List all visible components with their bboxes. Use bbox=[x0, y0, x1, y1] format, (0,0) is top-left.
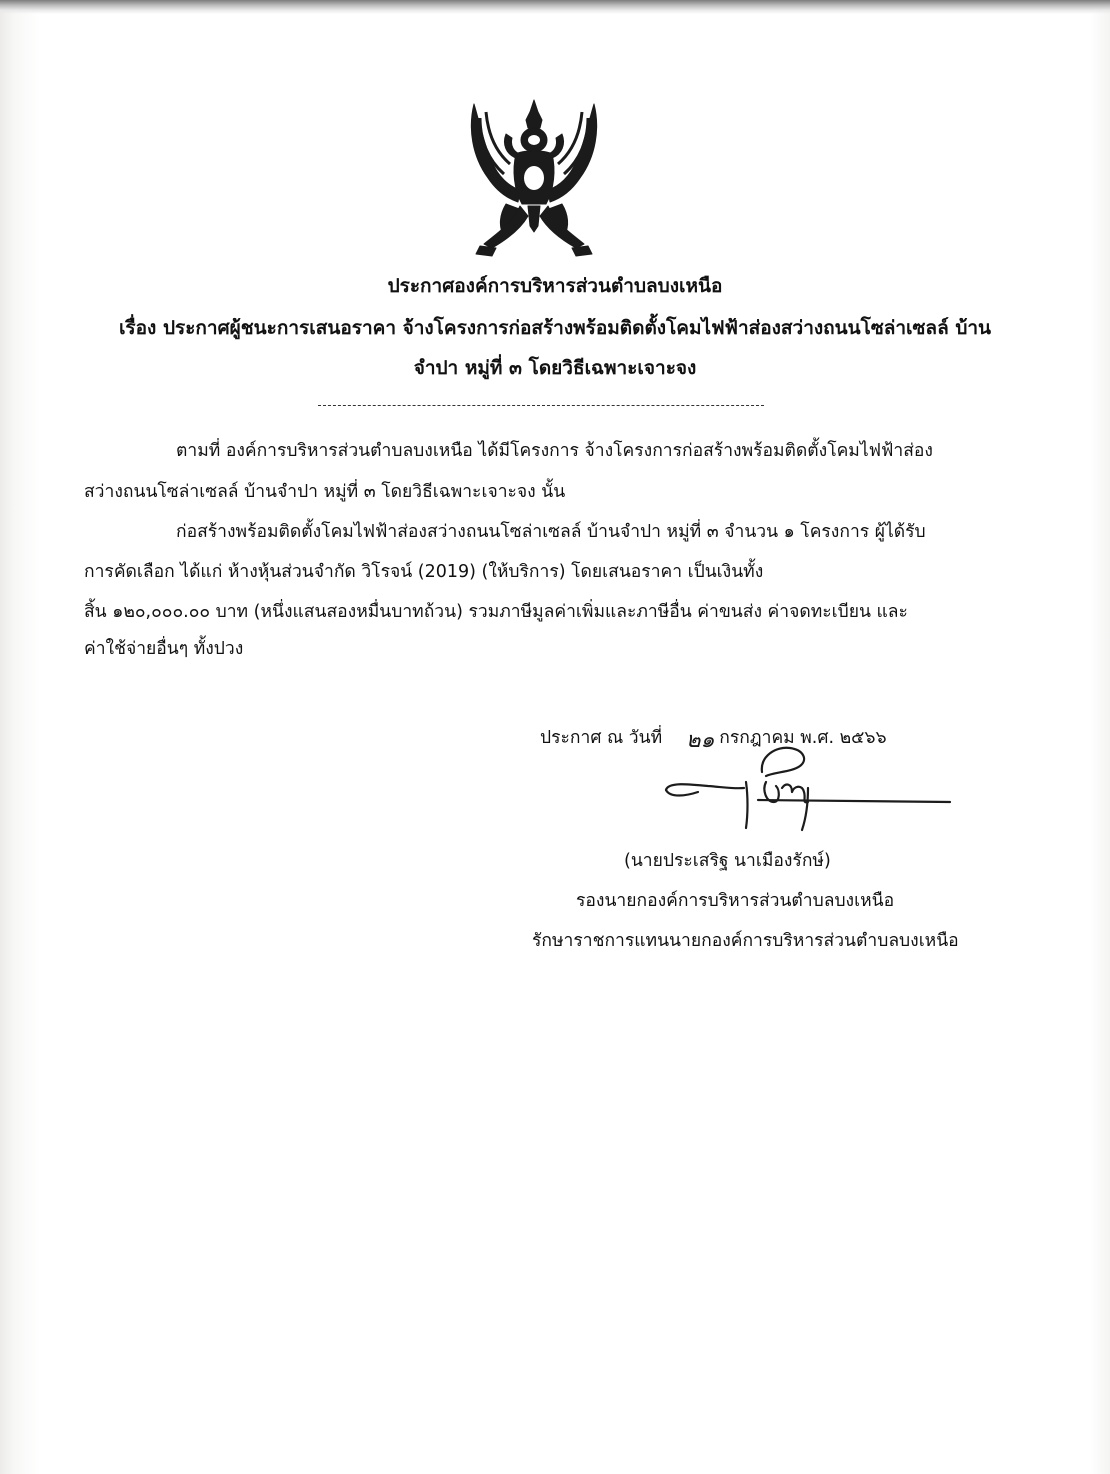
date-day-handwritten: ๒๑ bbox=[686, 728, 715, 753]
signature-icon bbox=[662, 742, 954, 838]
garuda-emblem-icon bbox=[466, 98, 602, 258]
paragraph-2-line-4: ค่าใช้จ่ายอื่นๆ ทั้งปวง bbox=[84, 639, 244, 659]
signatory-name: (นายประเสริฐ นาเมืองรักษ์) bbox=[624, 851, 831, 871]
scan-edge-shadow bbox=[0, 0, 1110, 14]
paragraph-1-line-2: สว่างถนนโซล่าเซลล์ บ้านจำปา หมู่ที่ ๓ โดยวิธีเฉพาะเจาะจง นั้น bbox=[84, 482, 566, 502]
announcement-subject-line-2: จำปา หมู่ที่ ๓ โดยวิธีเฉพาะเจาะจง bbox=[413, 357, 697, 379]
paragraph-2-line-2: การคัดเลือก ได้แก่ ห้างหุ้นส่วนจำกัด วิโรจน์ (2019) (ให้บริการ) โดยเสนอราคา เป็นเงินทั้ง bbox=[84, 562, 764, 582]
announcement-subject-line-1: เรื่อง ประกาศผู้ชนะการเสนอราคา จ้างโครงการก่อสร้างพร้อมติดตั้งโคมไฟฟ้าส่องสว่างถนนโซล่าเซลล์ บ้าน bbox=[118, 317, 992, 339]
signatory-position-1: รองนายกองค์การบริหารส่วนตำบลบงเหนือ bbox=[576, 891, 895, 911]
paragraph-2-line-3: สิ้น ๑๒๐,๐๐๐.๐๐ บาท (หนึ่งแสนสองหมื่นบาทถ้วน) รวมภาษีมูลค่าเพิ่มและภาษีอื่น ค่าขนส่ง ค่าจดทะเบียน และ bbox=[84, 602, 908, 622]
paragraph-2-line-1: ก่อสร้างพร้อมติดตั้งโคมไฟฟ้าส่องสว่างถนนโซล่าเซลล์ บ้านจำปา หมู่ที่ ๓ จำนวน ๑ โครงการ ผู้ได้รับ bbox=[176, 522, 926, 542]
signatory-position-2: รักษาราชการแทนนายกองค์การบริหารส่วนตำบลบงเหนือ bbox=[532, 931, 959, 951]
date-prefix: ประกาศ ณ วันที่ bbox=[540, 728, 663, 748]
heading-separator bbox=[318, 405, 764, 406]
paragraph-1-line-1: ตามที่ องค์การบริหารส่วนตำบลบงเหนือ ได้มีโครงการ จ้างโครงการก่อสร้างพร้อมติดตั้งโคมไฟฟ้าส่อง bbox=[176, 441, 933, 461]
announcement-title: ประกาศองค์การบริหารส่วนตำบลบงเหนือ bbox=[387, 275, 723, 297]
date-month-year: กรกฎาคม พ.ศ. ๒๕๖๖ bbox=[719, 728, 887, 748]
